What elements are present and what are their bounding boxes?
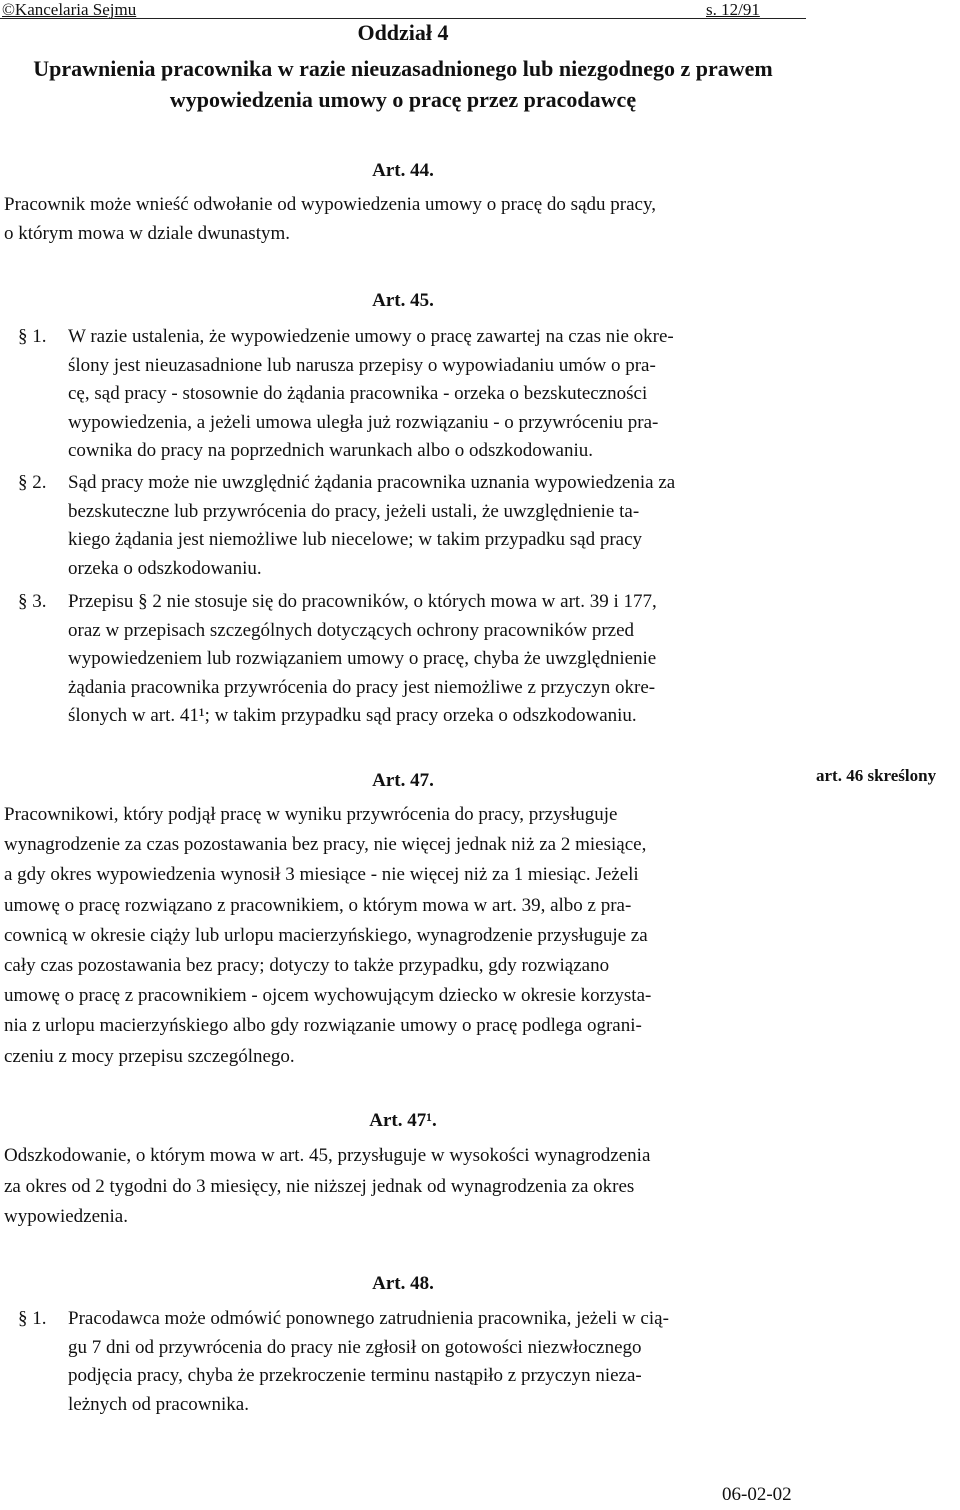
section-number: § 1. (18, 326, 47, 347)
text-line: Przepisu § 2 nie stosuje się do pracowników, o których mowa w art. 39 i 177, (68, 591, 657, 612)
art-45-section-3-body (68, 588, 808, 731)
art-47-1-heading: Art. 47¹. (369, 1110, 437, 1131)
text-line: Odszkodowanie, o którym mowa w art. 45, przysługuje w wysokości wynagrodzenia (4, 1145, 651, 1166)
text-line: umowę o pracę rozwiązano z pracownikiem, o którym mowa w art. 39, albo z pra- (4, 894, 632, 916)
header-rule (0, 18, 806, 19)
text-line: podjęcia pracy, chyba że przekroczenie terminu nastąpiło z przyczyn nieza- (68, 1365, 642, 1387)
text-line: wypowiedzenia, a jeżeli umowa uległa już rozwiązaniu - o przywróceniu pra- (68, 411, 659, 433)
division-title-line-1: Uprawnienia pracownika w razie nieuzasadnionego lub niezgodnego z prawem (33, 56, 773, 81)
art-44-text (4, 190, 806, 248)
division-title-line-2: wypowiedzenia umowy o pracę przez pracodawcę (169, 87, 637, 112)
section-number: § 2. (18, 472, 47, 493)
text-line: ślony jest nieuzasadnione lub narusza przepisy o wypowiadaniu umów o pra- (68, 354, 656, 376)
text-line: bezskuteczne lub przywrócenia do pracy, jeżeli ustali, że uwzględnienie ta- (68, 500, 640, 522)
footer-date: 06-02-02 (722, 1484, 792, 1505)
text-line: wynagrodzenie za czas pozostawania bez pracy, nie więcej jednak niż za 2 miesiące, (4, 834, 647, 856)
art-44-line-2: o którym mowa w dziale dwunastym. (4, 223, 291, 244)
text-line: orzeka o odszkodowaniu. (68, 557, 262, 579)
text-line: czeniu z mocy przepisu szczególnego. (4, 1045, 295, 1067)
text-line: Sąd pracy może nie uwzględnić żądania pracownika uznania wypowiedzenia za (68, 472, 676, 493)
section-number: § 3. (18, 591, 47, 612)
text-line: gu 7 dni od przywrócenia do pracy nie zgłosił on gotowości niezwłocznego (68, 1336, 642, 1358)
text-line: Pracodawca może odmówić ponownego zatrudnienia pracownika, jeżeli w cią- (68, 1308, 669, 1329)
art-45-heading: Art. 45. (372, 290, 434, 311)
text-line: żądania pracownika przywrócenia do pracy jest niemożliwe z przyczyn okre- (68, 676, 656, 698)
art-48-heading: Art. 48. (372, 1273, 434, 1294)
text-line: wypowiedzenia. (4, 1206, 128, 1227)
art-44-heading: Art. 44. (372, 160, 434, 181)
text-line: leżnych od pracownika. (68, 1393, 249, 1415)
art-47-text (4, 800, 806, 1072)
division-label: Oddział 4 (357, 20, 449, 45)
text-line: umowę o pracę z pracownikiem - ojcem wychowującym dziecko w okresie korzysta- (4, 985, 652, 1007)
text-line: ślonych w art. 41¹; w takim przypadku sąd pracy orzeka o odszkodowaniu. (68, 705, 637, 727)
text-line: nia z urlopu macierzyńskiego albo gdy rozwiązanie umowy o pracę podlega ograni- (4, 1015, 642, 1037)
section-number: § 1. (18, 1308, 47, 1329)
text-line: W razie ustalenia, że wypowiedzenie umowy o pracę zawartej na czas nie okre- (68, 326, 674, 347)
text-line: za okres od 2 tygodni do 3 miesięcy, nie niższej jednak od wynagrodzenia za okres (4, 1175, 635, 1197)
art-44-line-1: Pracownik może wnieść odwołanie od wypowiedzenia umowy o pracę do sądu pracy, (4, 194, 656, 215)
text-line: cownicą w okresie ciąży lub urlopu macierzyńskiego, wynagrodzenie przysługuje za (4, 924, 648, 946)
text-line: Pracownikowi, który podjął pracę w wyniku przywrócenia do pracy, przysługuje (4, 804, 618, 825)
text-line: wypowiedzeniem lub rozwiązaniem umowy o pracę, chyba że uwzględnienie (68, 648, 657, 670)
text-line: kiego żądania jest niemożliwe lub niecelowe; w takim przypadku sąd pracy (68, 529, 643, 551)
art-45-section-2-body (68, 469, 808, 583)
text-line: cały czas pozostawania bez pracy; dotyczy to także przypadku, gdy rozwiązano (4, 955, 610, 977)
text-line: oraz w przepisach szczególnych dotyczących ochrony pracowników przed (68, 619, 635, 641)
art-47-1-text (4, 1141, 806, 1233)
text-line: a gdy okres wypowiedzenia wynosił 3 miesiące - nie więcej niż za 1 miesiąc. Jeżeli (4, 864, 639, 886)
page-number-link[interactable]: s. 12/91 (706, 0, 760, 19)
art-45-section-1-body (68, 323, 808, 466)
side-note-art-46: art. 46 skreślony (816, 766, 937, 785)
text-line: cownika do pracy na poprzednich warunkach albo o odszkodowaniu. (68, 440, 593, 462)
art-48-section-1-body (68, 1305, 808, 1419)
text-line: cę, sąd pracy - stosownie do żądania pracownika - orzeka o bezskuteczności (68, 383, 648, 405)
copyright-link[interactable]: ©Kancelaria Sejmu (2, 0, 137, 19)
art-47-heading: Art. 47. (372, 770, 434, 791)
